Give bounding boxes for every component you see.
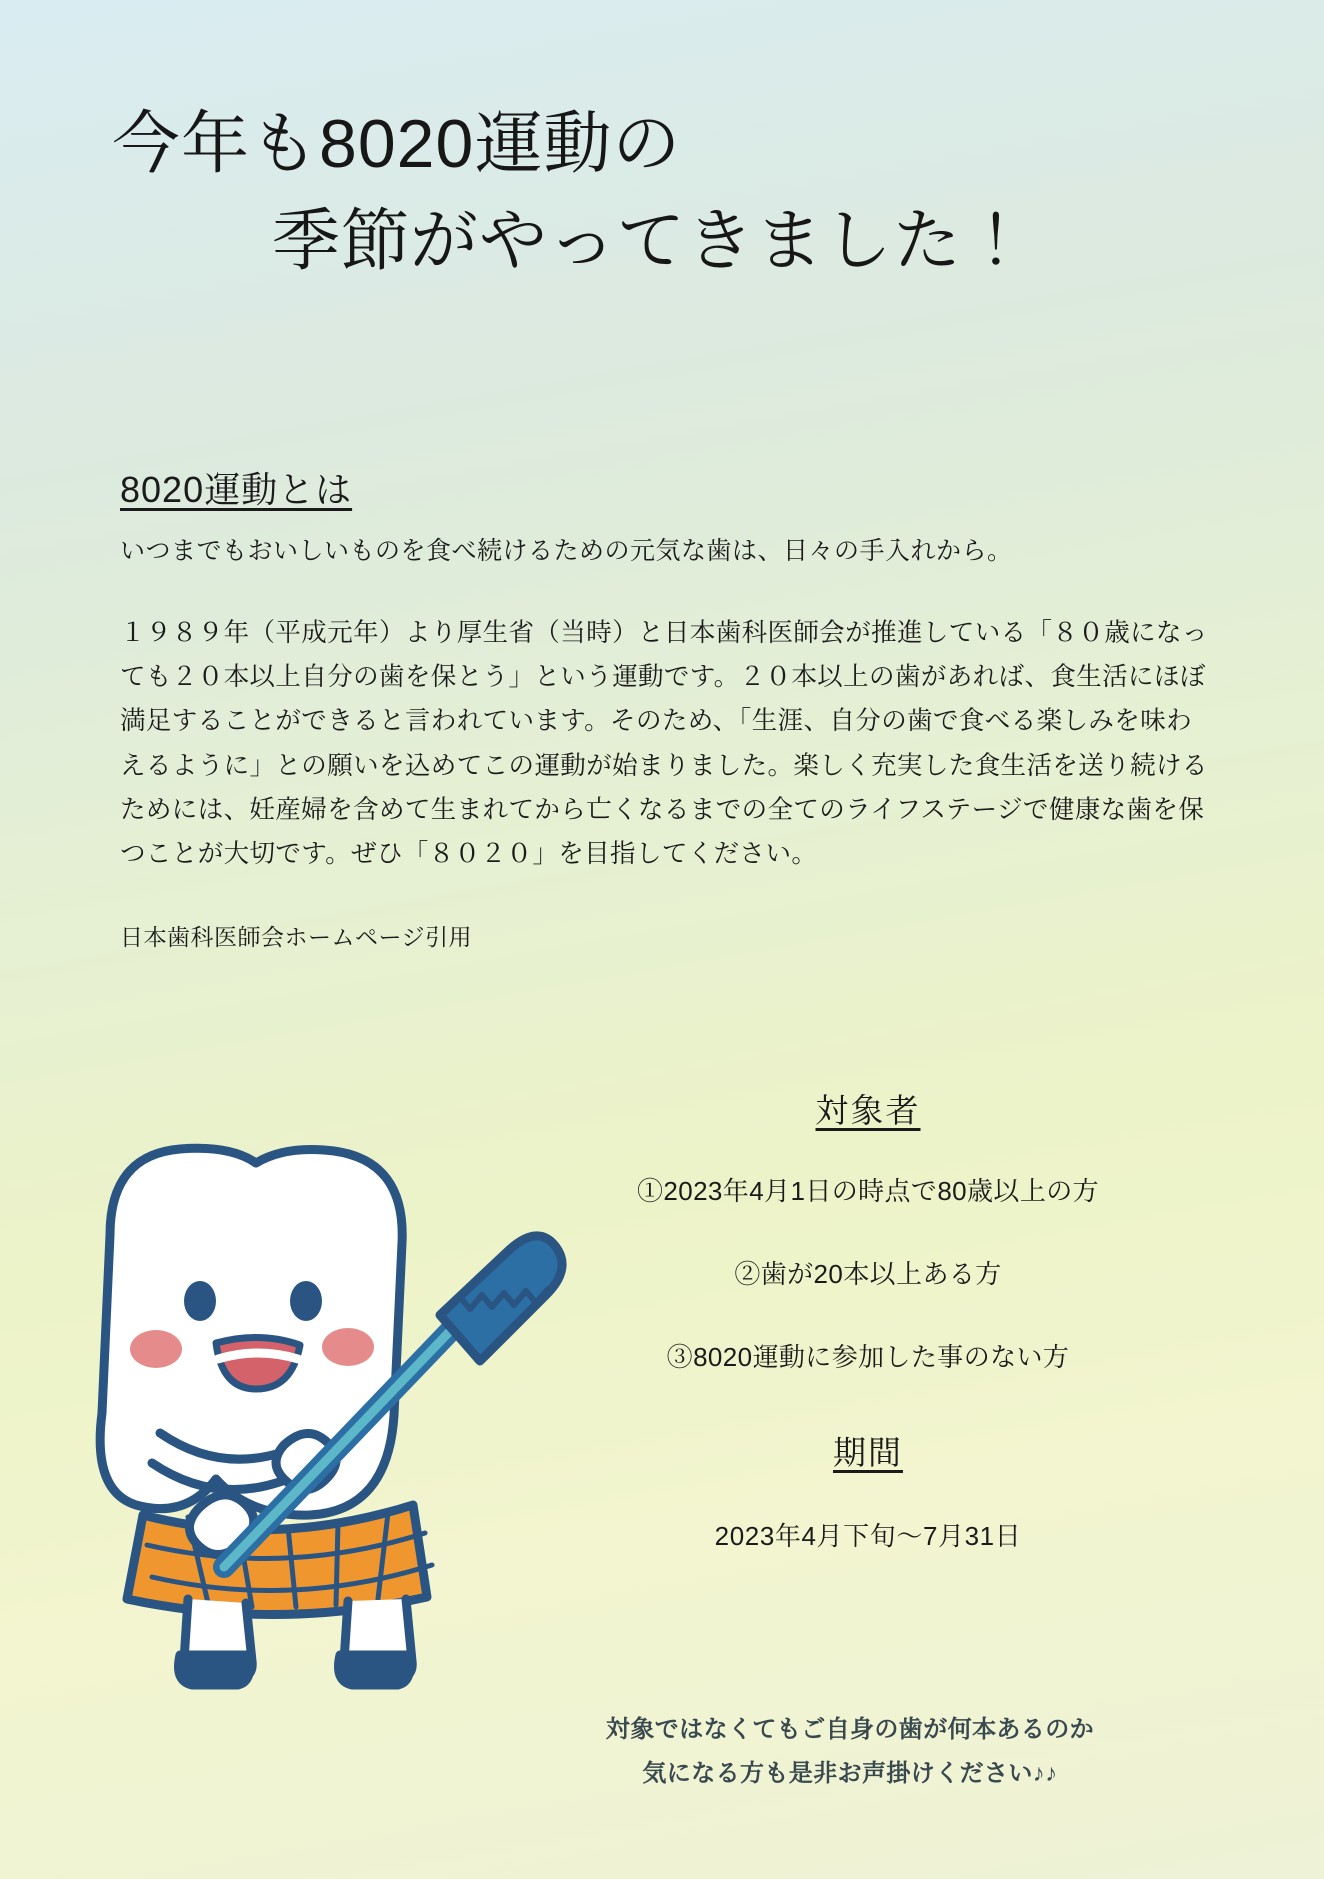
eligibility-heading: 対象者 [815,1092,921,1129]
about-credit: 日本歯科医師会ホームページ引用 [120,923,473,950]
eligibility-section [548,1085,1188,1553]
about-lead: いつまでもおいしいものを食べ続けるための元気な歯は、日々の手入れから。 [120,537,1013,565]
eligibility-item-1: ①2023年4月1日の時点で80歳以上の方 [636,1176,1100,1206]
page-title [0,96,1324,289]
about-body: １９８９年（平成元年）より厚生省（当時）と日本歯科医師会が推進している「８０歳になっても２０本以上自分の歯を保とう」という運動です。２０本以上の歯があれば、食生活にほぼ満足することができると言われています。そのため、「生涯、自分の歯で食べる楽しみを味わえるように」との願いを込めてこの運動が始まりました。楽しく充実した食生活を送り続けるためには、妊産婦を含めて生まれてから亡くなるまでの全てのライフステージで健康な歯を保つことが大切です。ぜひ「８０２０」を目指してください。 [120,618,1208,869]
headline-line-2: 季節がやってきました！ [272,202,1032,279]
eligibility-item-3: ③8020運動に参加した事のない方 [666,1342,1070,1372]
about-heading: 8020運動とは [120,469,353,510]
period-value: 2023年4月下旬〜7月31日 [714,1521,1022,1551]
footnote-line-1: 対象ではなくてもご自身の歯が何本あるのか [606,1716,1094,1743]
about-section [120,462,1220,952]
eligibility-item-2: ②歯が20本以上ある方 [734,1259,1002,1289]
period-heading: 期間 [833,1434,903,1471]
footnote [500,1708,1200,1797]
headline-line-1: 今年も8020運動の [112,106,682,182]
tooth-character-icon [48,1115,568,1735]
footnote-line-2: 気になる方も是非お声掛けください♪♪ [642,1760,1058,1788]
